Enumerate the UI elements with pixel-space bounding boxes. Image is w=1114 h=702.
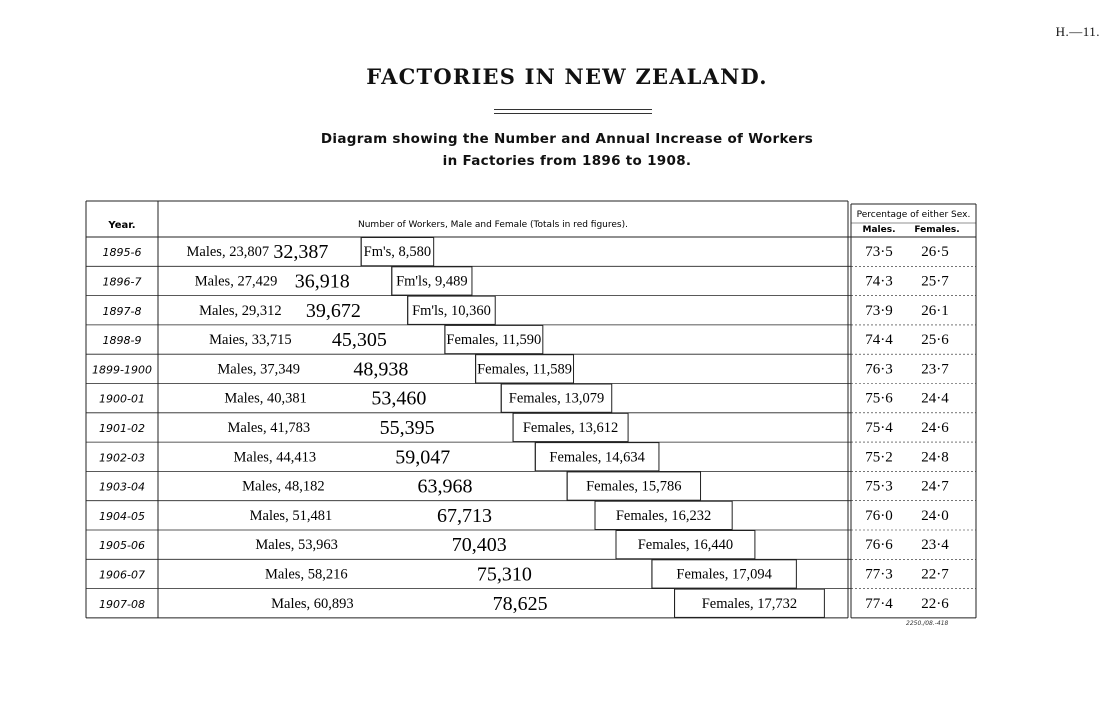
year-label: 1899-1900 — [92, 363, 152, 377]
males-bar — [160, 560, 652, 588]
year-label: 1898-9 — [102, 334, 142, 348]
females-label: Females, 13,079 — [508, 390, 605, 407]
males-percent: 74·4 — [865, 332, 893, 349]
males-percent: 76·3 — [865, 361, 893, 378]
males-label: Males, 60,893 — [271, 595, 354, 612]
females-percent: 24·0 — [921, 507, 949, 524]
males-label: Males, 53,963 — [255, 537, 338, 554]
year-label: 1896-7 — [102, 275, 142, 289]
females-percent: 24·4 — [921, 390, 949, 407]
females-label: Females, 16,440 — [637, 537, 734, 554]
males-bar — [160, 531, 616, 559]
total-label: 45,305 — [331, 329, 387, 352]
page-title: FACTORIES IN NEW ZEALAND. — [366, 64, 768, 89]
total-label: 36,918 — [294, 270, 350, 293]
males-percent-header: Males. — [862, 225, 896, 235]
males-label: Males, 58,216 — [265, 566, 348, 583]
females-percent-header: Females. — [914, 225, 960, 235]
females-label: Females, 11,590 — [446, 332, 542, 349]
total-label: 75,310 — [476, 563, 532, 586]
males-percent: 76·0 — [865, 507, 893, 524]
females-label: Females, 16,232 — [615, 507, 712, 524]
males-label: Males, 44,413 — [233, 449, 317, 466]
females-label: Fm's, 8,580 — [363, 244, 432, 261]
females-label: Females, 17,732 — [701, 595, 798, 612]
year-label: 1907-08 — [99, 597, 145, 611]
males-percent: 77·3 — [865, 566, 893, 583]
females-label: Fm'ls, 10,360 — [412, 302, 491, 319]
males-label: Males, 23,807 — [186, 244, 270, 261]
total-label: 70,403 — [451, 534, 507, 557]
males-label: Males, 37,349 — [217, 361, 300, 378]
females-label: Females, 15,786 — [586, 478, 682, 495]
total-label: 48,938 — [353, 358, 409, 381]
males-bar — [160, 589, 675, 617]
year-label: 1900-01 — [99, 392, 145, 406]
total-label: 39,672 — [305, 299, 361, 322]
females-label: Females, 11,589 — [477, 361, 573, 378]
subtitle-line-1: Diagram showing the Number and Annual Increase of Workers — [320, 131, 814, 147]
year-label: 1901-02 — [99, 421, 145, 435]
males-label: Males, 41,783 — [227, 419, 311, 436]
print-number: 2250./08.-418 — [906, 620, 949, 627]
females-label: Females, 13,612 — [522, 419, 619, 436]
year-label: 1903-04 — [99, 480, 145, 494]
year-label: 1902-03 — [99, 451, 145, 465]
males-bar — [160, 413, 513, 441]
total-label: 55,395 — [379, 416, 435, 439]
males-percent: 75·2 — [865, 449, 893, 466]
males-label: Males, 40,381 — [224, 390, 307, 407]
males-label: Males, 48,182 — [242, 478, 325, 495]
females-percent: 25·7 — [921, 273, 949, 290]
year-header: Year. — [108, 220, 136, 231]
females-percent: 22·6 — [921, 595, 949, 612]
males-percent: 73·5 — [865, 244, 893, 261]
percentage-header: Percentage of either Sex. — [856, 210, 971, 220]
year-label: 1895-6 — [102, 246, 142, 260]
males-bar — [160, 443, 535, 471]
females-percent: 24·7 — [921, 478, 949, 495]
males-bar — [160, 296, 408, 324]
year-label: 1905-06 — [99, 539, 145, 553]
females-percent: 26·1 — [921, 302, 949, 319]
males-bar — [160, 325, 445, 353]
females-label: Females, 17,094 — [676, 566, 772, 583]
males-percent: 76·6 — [865, 537, 893, 554]
males-percent: 75·3 — [865, 478, 893, 495]
males-bar — [160, 355, 476, 383]
total-label: 53,460 — [371, 387, 427, 410]
total-label: 67,713 — [437, 504, 493, 527]
total-label: 59,047 — [395, 446, 451, 469]
males-percent: 75·6 — [865, 390, 893, 407]
males-label: Males, 51,481 — [249, 507, 333, 524]
year-label: 1906-07 — [99, 568, 145, 582]
females-percent: 23·4 — [921, 537, 949, 554]
total-label: 63,968 — [417, 475, 473, 498]
males-bar — [160, 472, 567, 500]
males-percent: 77·4 — [865, 595, 893, 612]
females-percent: 25·6 — [921, 332, 949, 349]
females-percent: 23·7 — [921, 361, 949, 378]
females-percent: 24·6 — [921, 419, 949, 436]
page-reference: H.—11. — [1055, 24, 1100, 39]
females-percent: 24·8 — [921, 449, 949, 466]
males-label: Males, 29,312 — [199, 302, 282, 319]
total-label: 78,625 — [492, 592, 548, 615]
females-percent: 26·5 — [921, 244, 949, 261]
males-percent: 75·4 — [865, 419, 893, 436]
total-label: 32,387 — [273, 241, 329, 264]
workers-header: Number of Workers, Male and Female (Totals in red figures). — [358, 220, 628, 230]
year-label: 1897-8 — [102, 304, 142, 318]
females-percent: 22·7 — [921, 566, 949, 583]
males-bar — [160, 384, 501, 412]
males-bar — [160, 501, 595, 529]
subtitle-line-2: in Factories from 1896 to 1908. — [442, 153, 692, 169]
males-percent: 74·3 — [865, 273, 893, 290]
females-label: Females, 14,634 — [549, 449, 645, 466]
males-label: Males, 27,429 — [194, 273, 278, 290]
year-label: 1904-05 — [99, 509, 145, 523]
males-label: Maies, 33,715 — [209, 332, 292, 349]
females-label: Fm'ls, 9,489 — [396, 273, 468, 290]
males-percent: 73·9 — [865, 302, 893, 319]
